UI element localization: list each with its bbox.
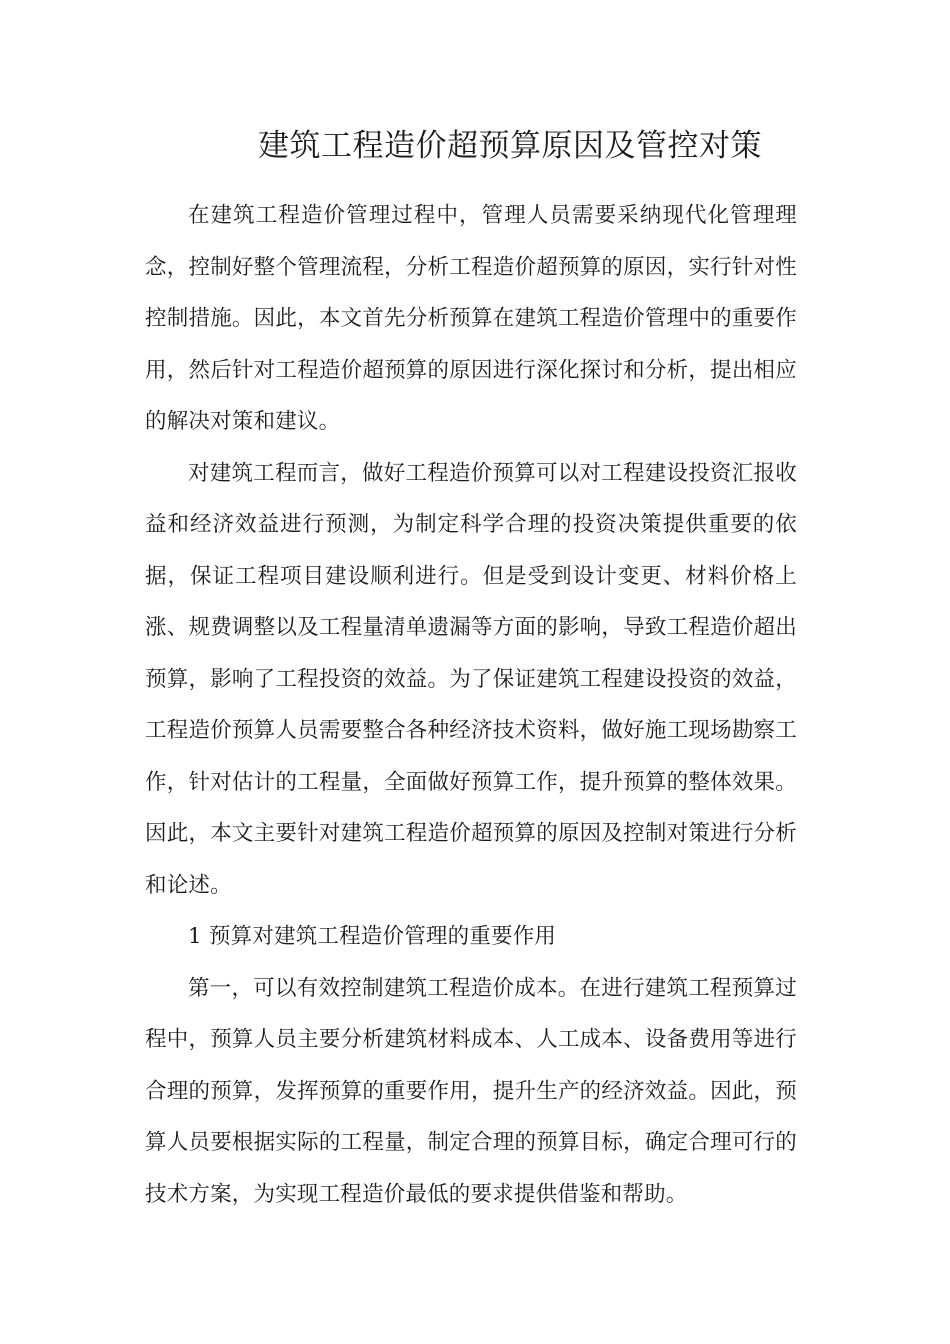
intro-paragraph: 在建筑工程造价管理过程中，管理人员需要采纳现代化管理理念，控制好整个管理流程，分析工程造价超预算的原因，实行针对性控制措施。因此，本文首先分析预算在建筑工程造价管理中的重要作用，然后针对工程造价超预算的原因进行深化探讨和分析，提出相应的解决对策和建议。 bbox=[145, 203, 797, 434]
section-heading: 1 预算对建筑工程造价管理的重要作用 bbox=[188, 924, 557, 949]
document-title: 建筑工程造价超预算原因及管控对策 bbox=[258, 128, 762, 164]
background-paragraph: 对建筑工程而言，做好工程造价预算可以对工程建设投资汇报收益和经济效益进行预测，为制定科学合理的投资决策提供重要的依据，保证工程项目建设顺利进行。但是受到设计变更、材料价格上涨、规费调整以及工程量清单遗漏等方面的影响，导致工程造价超出预算，影响了工程投资的效益。为了保证建筑工程建设投资的效益，工程造价预算人员需要整合各种经济技术资料，做好施工现场勘察工作，针对估计的工程量，全面做好预算工作，提升预算的整体效果。因此，本文主要针对建筑工程造价超预算的原因及控制对策进行分析和论述。 bbox=[145, 460, 797, 898]
document-body bbox=[145, 190, 797, 1220]
section-paragraph: 第一，可以有效控制建筑工程造价成本。在进行建筑工程预算过程中，预算人员主要分析建筑材料成本、人工成本、设备费用等进行合理的预算，发挥预算的重要作用，提升生产的经济效益。因此，预算人员要根据实际的工程量，制定合理的预算目标，确定合理可行的技术方案，为实现工程造价最低的要求提供借鉴和帮助。 bbox=[145, 975, 797, 1207]
